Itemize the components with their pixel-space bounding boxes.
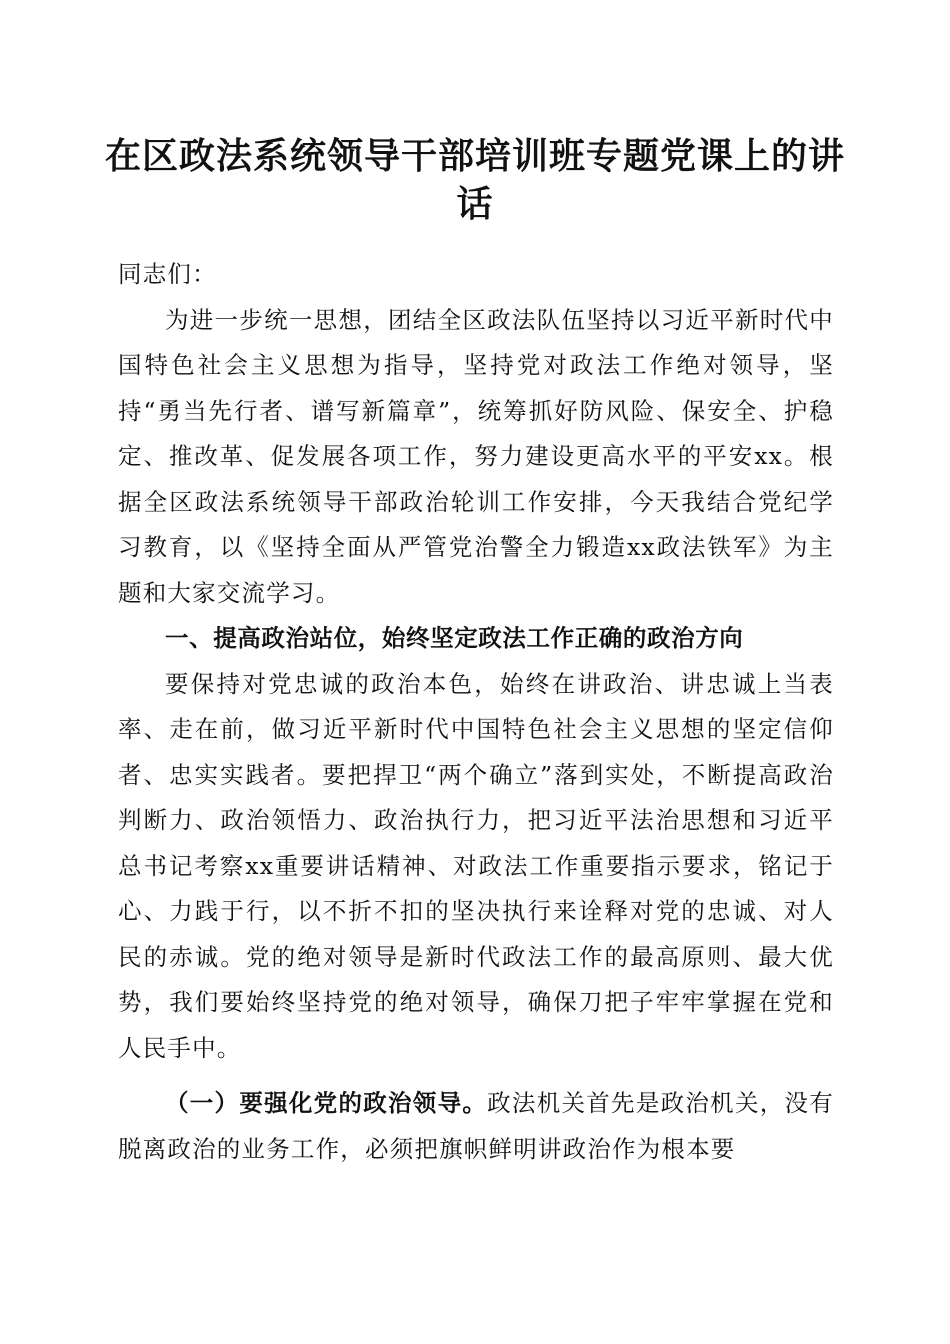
section-1-paragraph: 要保持对党忠诚的政治本色，始终在讲政治、讲忠诚上当表率、走在前，做习近平新时代中国特色社会主义思想的坚定信仰者、忠实实践者。要把捍卫“两个确立”落到实处，不断提高政治判断力、政治领悟力、政治执行力，把习近平法治思想和习近平总书记考察xx重要讲话精神、对政法工作重要指示要求，铭记于心、力践于行，以不折不扣的坚决执行来诠释对党的忠诚、对人民的赤诚。党的绝对领导是新时代政法工作的最高原则、最大优势，我们要始终坚持党的绝对领导，确保刀把子牢牢掌握在党和人民手中。 [118,669,834,1062]
section-heading-1: 一、提高政治站位，始终坚定政法工作正确的政治方向 [165,624,744,652]
document-title: 在区政法系统领导干部培训班专题党课上的讲话 [104,135,845,225]
intro-paragraph: 为进一步统一思想，团结全区政法队伍坚持以习近平新时代中国特色社会主义思想为指导，坚持党对政法工作绝对领导，坚持“勇当先行者、谱写新篇章”，统筹抓好防风险、保安全、护稳定、推改革、促发展各项工作，努力建设更高水平的平安xx。根据全区政法系统领导干部政治轮训工作安排，今天我结合党纪学习教育，以《坚持全面从严管党治警全力锻造xx政法铁军》为主题和大家交流学习。 [118,305,834,607]
salutation: 同志们： [118,260,217,288]
document-body [118,252,834,1172]
subsection-1-paragraph [118,1081,834,1172]
subsection-1-text: 政法机关首先是政治机关，没有脱离政治的业务工作，必须把旗帜鲜明讲政治作为根本要 [118,1089,834,1163]
subsection-heading-1: （一）要强化党的政治领导。 [165,1089,488,1117]
